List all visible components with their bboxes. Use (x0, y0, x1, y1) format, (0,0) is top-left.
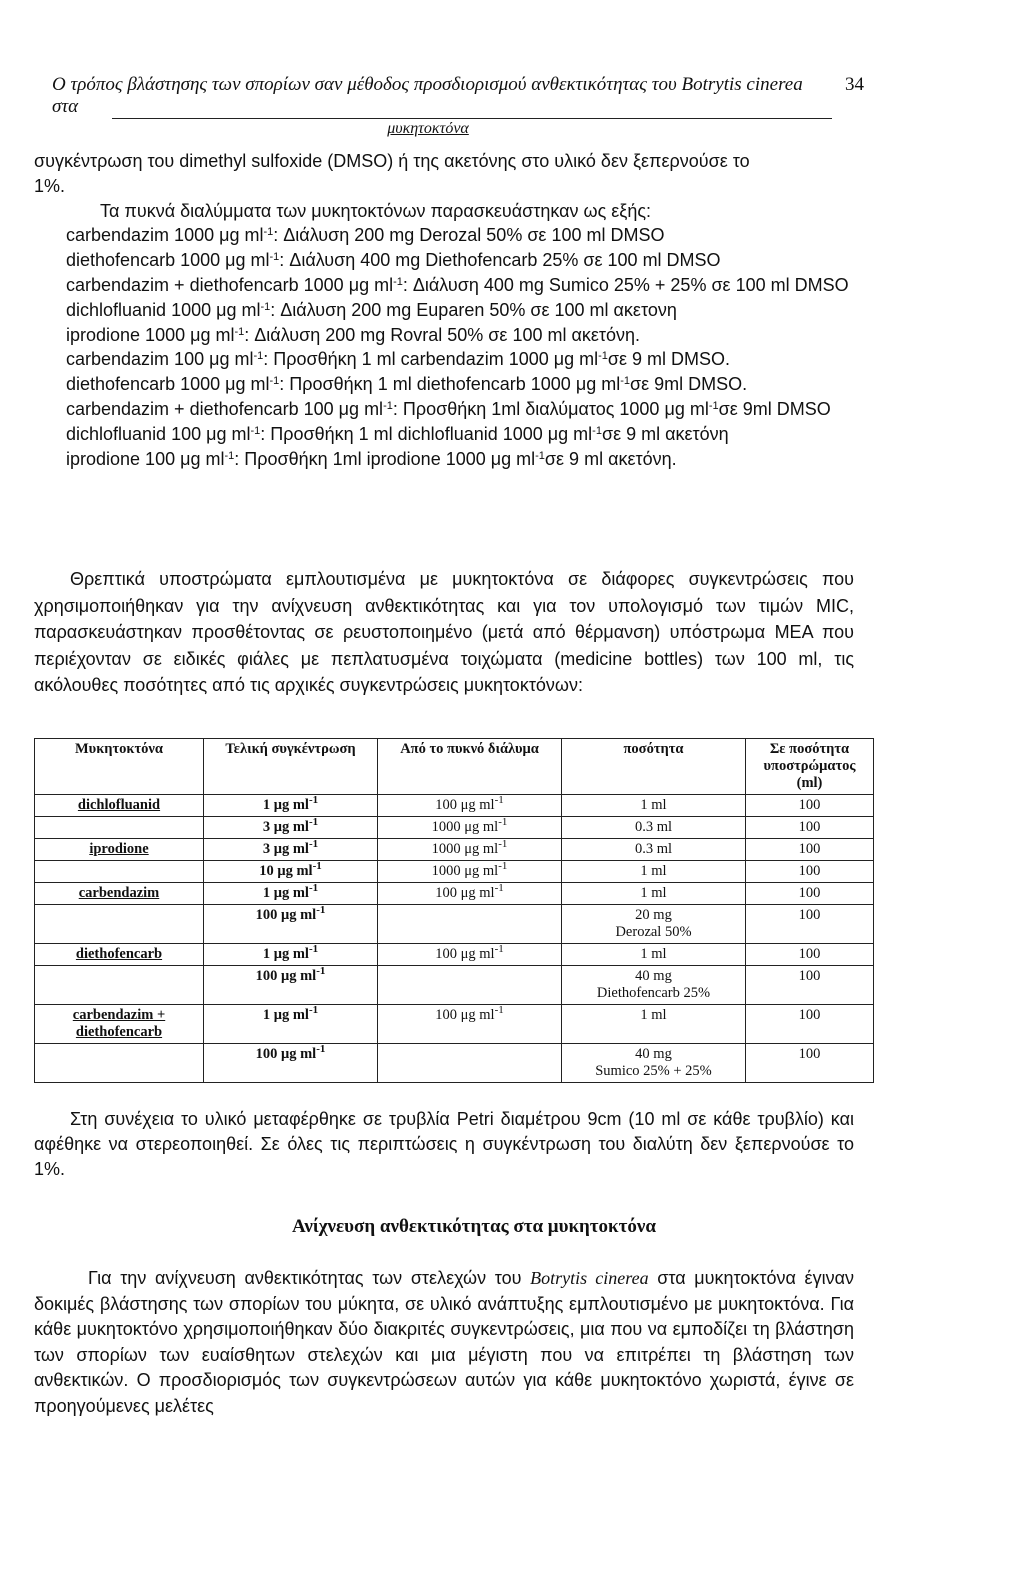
paragraph-media (34, 566, 854, 699)
table-row (35, 1005, 874, 1044)
table-cell (378, 861, 562, 883)
table-cell (204, 1005, 378, 1044)
table-cell (562, 1005, 746, 1044)
table-cell: diethofencarb (35, 944, 204, 966)
cell-exponent: -1 (308, 943, 319, 955)
recipe-exponent: -1 (383, 399, 393, 412)
table-header-row (35, 739, 874, 795)
table-cell (562, 795, 746, 817)
table-row (35, 817, 874, 839)
recipe-text: iprodione 1000 μg ml (66, 324, 235, 345)
cell-exponent: -1 (316, 965, 326, 977)
recipe-exponent: -1 (269, 375, 280, 388)
cell-value: 100 μg ml (435, 797, 495, 813)
recipe-text: : Διάλυση 400 mg Diethofencarb 25% σε 100 ml DMSO (279, 250, 721, 271)
recipe-line (66, 223, 864, 248)
recipe-text: σε 9ml DMSO. (629, 374, 748, 395)
recipe-text: : Διάλυση 200 mg Euparen 50% σε 100 ml ακετονη (270, 299, 677, 320)
table-cell (562, 883, 746, 905)
cell-value: 1000 μg ml (431, 841, 499, 857)
paragraph-text-part: Για την ανίχνευση ανθεκτικότητας των στελεχών του (88, 1268, 531, 1288)
recipe-exponent: -1 (260, 300, 271, 313)
cell-value: 40 mg (635, 968, 672, 984)
recipe-exponent: -1 (263, 226, 274, 239)
cell-value: 3 μg ml (262, 841, 309, 857)
column-header: Σε ποσότητα υποστρώματος (ml) (746, 739, 874, 795)
table-cell (378, 817, 562, 839)
table-cell (35, 905, 204, 944)
table-cell (204, 839, 378, 861)
recipe-line (66, 447, 864, 472)
table-cell (378, 1044, 562, 1083)
table-row (35, 905, 874, 944)
cell-value: 1 μg ml (262, 885, 309, 901)
recipe-line (66, 347, 864, 372)
table-cell (562, 1044, 746, 1083)
table-cell: dichlofluanid (35, 795, 204, 817)
recipe-exponent: -1 (620, 375, 630, 388)
cell-value: 1 μg ml (262, 946, 309, 962)
table-cell: carbendazim (35, 883, 204, 905)
paragraph-text: Στη συνέχεια το υλικό μεταφέρθηκε σε τρυβλία Petri διαμέτρου 9cm (10 ml σε κάθε τρυβλίο) και αφέθηκε να στερεοποιηθεί. Σε όλες τις περιπτώσεις η συγκέντρωση του διαλύτη δεν ξεπερνούσε το 1%. (34, 1109, 854, 1179)
cell-value: 1 ml (640, 797, 667, 813)
table-row (35, 795, 874, 817)
recipe-text: σε 9 ml DMSO. (607, 349, 731, 370)
paragraph-text-part: στα μυκητοκτόνα έγιναν δοκιμές βλάστησης των σπορίων του μύκητα, σε υλικό ανάπτυξης εμπλουτισμένο με μυκητοκτόνα. Για κάθε μυκητοκτόνο χρησιμοποιήθηκαν δύο διακριτές συγκεντρώσεις, μια που να εμποδίζει τη βλάστηση των σπορίων των ευαίσθητων στελεχών και μια μέγιστη που να επιτρέπει τη βλάστηση των ανθεκτικών. Ο προσδιορισμός των συγκεντρώσεων αυτών για κάθε μυκητοκτόνο χωριστά, έγινε σε προηγούμενες μελέτες (34, 1268, 854, 1416)
column-header: Μυκητοκτόνα (35, 739, 204, 795)
recipe-text: σε 9ml DMSO (718, 398, 831, 419)
cell-value: 1 ml (640, 1007, 667, 1023)
recipe-line (66, 422, 864, 447)
table-cell: 100 (746, 795, 874, 817)
recipe-text: iprodione 100 μg ml (66, 448, 225, 469)
recipe-exponent: -1 (234, 325, 245, 338)
table-cell (35, 861, 204, 883)
recipe-exponent: -1 (253, 350, 264, 363)
recipe-text: : Προσθήκη 1 ml dichlofluanid 1000 μg ml (260, 423, 593, 444)
paragraph-petri (34, 1107, 854, 1182)
recipe-text: : Προσθήκη 1 ml carbendazim 1000 μg ml (263, 349, 599, 370)
cell-exponent: -1 (316, 1043, 326, 1055)
table-body (35, 795, 874, 1083)
table-cell (378, 883, 562, 905)
table-row (35, 883, 874, 905)
recipe-text: carbendazim 100 μg ml (66, 349, 254, 370)
table-cell (378, 795, 562, 817)
recipe-text: diethofencarb 1000 μg ml (66, 250, 270, 271)
table-row (35, 1044, 874, 1083)
recipe-text: carbendazim + diethofencarb 100 μg ml (66, 398, 384, 419)
cell-exponent: -1 (494, 794, 504, 806)
cell-value: 1000 μg ml (431, 863, 499, 879)
cell-value: 100 μg ml (255, 1046, 317, 1062)
recipe-text: σε 9 ml ακετόνη (601, 423, 729, 444)
cell-value: 1 μg ml (262, 1007, 309, 1023)
table-cell (562, 817, 746, 839)
recipe-text: carbendazim + diethofencarb 1000 μg ml (66, 274, 394, 295)
recipe-line (66, 397, 864, 422)
intro-line: συγκέντρωση του dimethyl sulfoxide (DMSO) ή της ακετόνης στο υλικό δεν ξεπερνούσε το (34, 151, 750, 171)
table-cell (562, 944, 746, 966)
header-rule (112, 118, 832, 119)
table-cell (204, 795, 378, 817)
recipe-exponent: -1 (708, 399, 719, 412)
recipe-exponent: -1 (224, 449, 235, 462)
cell-value: Diethofencarb 25% (596, 985, 711, 1001)
recipe-text: : Προσθήκη 1 ml diethofencarb 1000 μg ml (279, 374, 621, 395)
cell-value: 1 ml (640, 885, 667, 901)
cell-exponent: -1 (308, 794, 319, 806)
table-cell: 100 (746, 839, 874, 861)
cell-exponent: -1 (308, 882, 319, 894)
species-name: Botrytis cinerea (530, 1268, 649, 1288)
cell-value: 1 ml (640, 946, 667, 962)
table-cell (35, 1044, 204, 1083)
cell-exponent: -1 (316, 904, 326, 916)
table-cell (562, 905, 746, 944)
fungicide-table (34, 738, 874, 1083)
table-row (35, 944, 874, 966)
cell-exponent: -1 (308, 1004, 319, 1016)
cell-exponent: -1 (498, 860, 508, 872)
cell-value: 3 μg ml (262, 819, 309, 835)
page-number: 34 (845, 74, 864, 95)
table-row (35, 861, 874, 883)
recipe-line (66, 323, 864, 348)
recipes-heading: Τα πυκνά διαλύμματα των μυκητοκτόνων παρασκευάστηκαν ως εξής: (100, 200, 652, 221)
recipe-text: dichlofluanid 1000 μg ml (66, 299, 261, 320)
recipe-line (66, 372, 864, 397)
stock-solution-recipes (34, 149, 864, 471)
table-cell: 100 (746, 817, 874, 839)
table-cell: 100 (746, 861, 874, 883)
recipe-text: : Διάλυση 200 mg Rovral 50% σε 100 ml ακετόνη. (244, 324, 641, 345)
table-cell (562, 966, 746, 1005)
recipe-line (66, 248, 864, 273)
cell-value: 0.3 ml (634, 819, 673, 835)
recipe-line (66, 298, 864, 323)
recipe-exponent: -1 (250, 424, 261, 437)
cell-value: 20 mg (635, 907, 672, 923)
recipe-exponent: -1 (598, 350, 608, 363)
table-cell (35, 817, 204, 839)
table-cell (204, 966, 378, 1005)
cell-value: 10 μg ml (259, 863, 313, 879)
cell-value: Derozal 50% (615, 924, 692, 940)
table-cell (204, 817, 378, 839)
cell-exponent: -1 (498, 838, 508, 850)
section-title: Ανίχνευση ανθεκτικότητας στα μυκητοκτόνα (292, 1216, 656, 1237)
header-title-continued: μυκητοκτόνα (387, 120, 469, 137)
table-cell (378, 944, 562, 966)
recipe-exponent: -1 (269, 251, 280, 264)
table-cell: 100 (746, 883, 874, 905)
cell-value: 0.3 ml (634, 841, 673, 857)
table-cell (204, 944, 378, 966)
recipe-text: : Προσθήκη 1ml iprodione 1000 μg ml (234, 448, 536, 469)
running-header (52, 74, 864, 140)
header-title: Ο τρόπος βλάστησης των σπορίων σαν μέθοδος προσδιορισμού ανθεκτικότητας του Botrytis cinerea στα (52, 74, 803, 117)
table-cell (35, 966, 204, 1005)
table-cell: 100 (746, 944, 874, 966)
table-cell (378, 966, 562, 1005)
cell-value: 100 μg ml (435, 1007, 495, 1023)
cell-exponent: -1 (312, 860, 322, 872)
column-header: ποσότητα (562, 739, 746, 795)
table-cell: iprodione (35, 839, 204, 861)
cell-value: 100 μg ml (255, 907, 317, 923)
cell-exponent: -1 (494, 882, 504, 894)
paragraph-text (34, 1266, 854, 1420)
table-cell (204, 861, 378, 883)
cell-value: 1000 μg ml (431, 819, 499, 835)
paragraph-detection (34, 1266, 854, 1420)
table-cell (378, 839, 562, 861)
table-cell (562, 839, 746, 861)
cell-value: 100 μg ml (255, 968, 317, 984)
table-cell (378, 905, 562, 944)
table-cell: 100 (746, 1005, 874, 1044)
cell-exponent: -1 (494, 943, 504, 955)
table-cell: carbendazim + diethofencarb (35, 1005, 204, 1044)
cell-value: Sumico 25% + 25% (595, 1063, 712, 1079)
table-cell (204, 905, 378, 944)
recipe-text: dichlofluanid 100 μg ml (66, 423, 251, 444)
cell-exponent: -1 (308, 816, 319, 828)
intro-line: 1%. (34, 175, 66, 196)
recipe-exponent: -1 (393, 275, 403, 288)
recipe-exponent: -1 (535, 449, 545, 462)
recipe-text: : Διάλυση 200 mg Derozal 50% σε 100 ml DMSO (273, 225, 665, 246)
recipe-text: : Προσθήκη 1ml διαλύματος 1000 μg ml (392, 398, 709, 419)
paragraph-text: Θρεπτικά υποστρώματα εμπλουτισμένα με μυκητοκτόνα σε διάφορες συγκεντρώσεις που χρησιμοποιήθηκαν για την ανίχνευση ανθεκτικότητας και για τον υπολογισμό των τιμών MIC, παρασκευάστηκαν προσθέτοντας σε ρευστοποιημένο (μετά από θέρμανση) υπόστρωμα MEA που περιέχονταν σε ειδικές φιάλες με πεπλατυσμένα τοιχώματα (medicine bottles) των 100 ml, τις ακόλουθες ποσότητες από τις αρχικές συγκεντρώσεις μυκητοκτόνων: (34, 569, 854, 695)
cell-exponent: -1 (498, 816, 508, 828)
recipe-list (34, 223, 864, 471)
table-cell: 100 (746, 966, 874, 1005)
recipe-text: diethofencarb 1000 μg ml (66, 374, 270, 395)
cell-exponent: -1 (494, 1004, 504, 1016)
recipe-text: carbendazim 1000 μg ml (66, 225, 264, 246)
table-cell: 100 (746, 905, 874, 944)
cell-value: 1 μg ml (262, 797, 309, 813)
table-cell (204, 883, 378, 905)
table-row (35, 966, 874, 1005)
recipe-text: σε 9 ml ακετόνη. (544, 448, 677, 469)
table-cell: 100 (746, 1044, 874, 1083)
table-cell (204, 1044, 378, 1083)
recipe-exponent: -1 (592, 424, 602, 437)
table-cell (562, 861, 746, 883)
recipe-text: : Διάλυση 400 mg Sumico 25% + 25% σε 100 ml DMSO (402, 274, 849, 295)
table-row (35, 839, 874, 861)
cell-value: 1 ml (640, 863, 667, 879)
table-cell (378, 1005, 562, 1044)
cell-value: 100 μg ml (435, 885, 495, 901)
cell-value: 40 mg (635, 1046, 672, 1062)
column-header: Τελική συγκέντρωση (204, 739, 378, 795)
cell-value: 100 μg ml (435, 946, 495, 962)
column-header: Από το πυκνό διάλυμα (378, 739, 562, 795)
cell-exponent: -1 (308, 838, 319, 850)
recipe-line (66, 273, 864, 298)
